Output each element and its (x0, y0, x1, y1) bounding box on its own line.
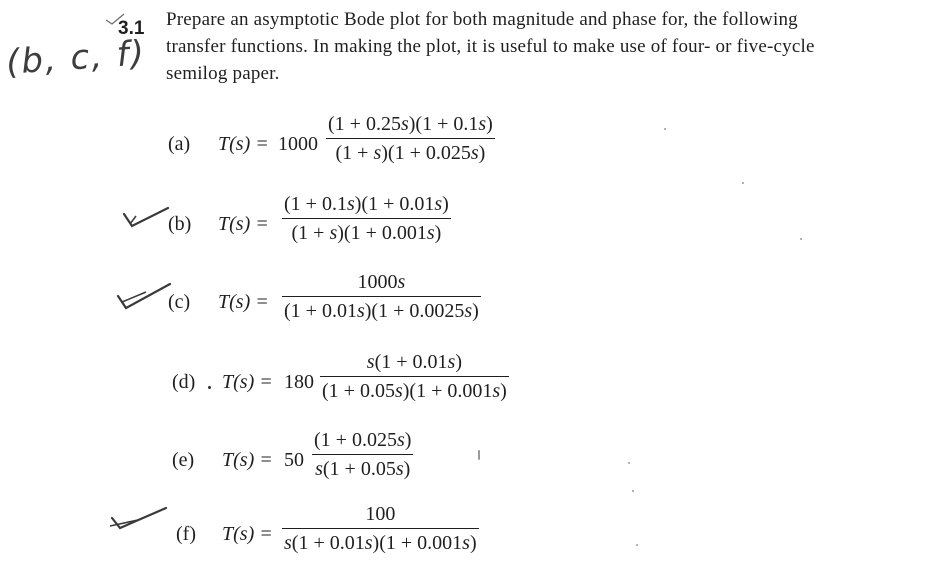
equation-coefficient: 50 (284, 449, 304, 471)
equation-lhs: T(s) = (218, 213, 269, 235)
equation-fraction (312, 428, 413, 481)
equation-label: (e) (172, 449, 195, 471)
fraction-bar (326, 138, 495, 139)
equation-label: (a) (168, 133, 191, 155)
equation-lhs: T(s) = (218, 291, 269, 313)
pencil-check-mark (108, 504, 168, 532)
equation-fraction (326, 112, 495, 165)
equation-label: (d) (172, 371, 196, 393)
equation-lhs: T(s) = (222, 371, 273, 393)
scan-speck (664, 128, 666, 130)
equation-numerator: (1 + 0.1s)(1 + 0.01s) (284, 193, 449, 215)
handwritten-note: (b, c, f) (4, 33, 148, 83)
equation-denominator: (1 + s)(1 + 0.001s) (291, 222, 442, 244)
equation-coefficient: 180 (284, 371, 314, 393)
fraction-bar (320, 376, 509, 377)
prompt-line-1: Prepare an asymptotic Bode plot for both magnitude and phase for, the following (166, 9, 798, 30)
prompt-line-3: semilog paper. (166, 63, 280, 84)
scan-speck (742, 182, 744, 184)
fraction-bar (282, 296, 481, 297)
equation-label: (b) (168, 213, 192, 235)
problem-prompt (166, 6, 941, 87)
equation-lhs: T(s) = (218, 133, 269, 155)
equation-numerator: 100 (365, 503, 396, 525)
equation-numerator: (1 + 0.25s)(1 + 0.1s) (328, 113, 493, 135)
equation-f (0, 504, 946, 564)
equation-numerator: s(1 + 0.01s) (366, 351, 463, 373)
equation-a (0, 112, 946, 172)
equation-numerator: 1000s (357, 271, 406, 293)
pencil-check-mark (116, 280, 172, 310)
stray-dot (208, 386, 211, 389)
equation-lhs: T(s) = (222, 449, 273, 471)
equation-denominator: (1 + 0.05s)(1 + 0.001s) (322, 380, 507, 402)
fraction-bar (282, 218, 451, 219)
equation-denominator: (1 + 0.01s)(1 + 0.0025s) (284, 300, 479, 322)
equation-label: (f) (176, 523, 196, 545)
scan-speck (628, 462, 630, 464)
equation-fraction (282, 502, 479, 555)
equation-e (0, 428, 946, 488)
scan-speck (636, 544, 638, 546)
prompt-line-2: transfer functions. In making the plot, it is useful to make use of four- or five-cycle (166, 36, 815, 57)
equation-fraction (282, 192, 451, 245)
equation-denominator: (1 + s)(1 + 0.025s) (335, 142, 486, 164)
equation-c (0, 272, 946, 332)
equation-fraction (282, 270, 481, 323)
scan-speck (632, 490, 634, 492)
fraction-bar (282, 528, 479, 529)
equation-d (0, 350, 946, 410)
equation-denominator: s(1 + 0.05s) (315, 458, 411, 480)
pencil-check-mark (122, 204, 170, 228)
equation-label: (c) (168, 291, 191, 313)
equation-coefficient: 1000 (278, 133, 318, 155)
scan-speck (478, 450, 480, 460)
equation-numerator: (1 + 0.025s) (314, 429, 412, 451)
equation-denominator: s(1 + 0.01s)(1 + 0.001s) (284, 532, 477, 554)
scan-speck (800, 238, 802, 240)
equation-b (0, 192, 946, 252)
problem-number: 3.1 (118, 18, 145, 39)
equation-fraction (320, 350, 509, 403)
fraction-bar (312, 454, 413, 455)
equation-lhs: T(s) = (222, 523, 273, 545)
